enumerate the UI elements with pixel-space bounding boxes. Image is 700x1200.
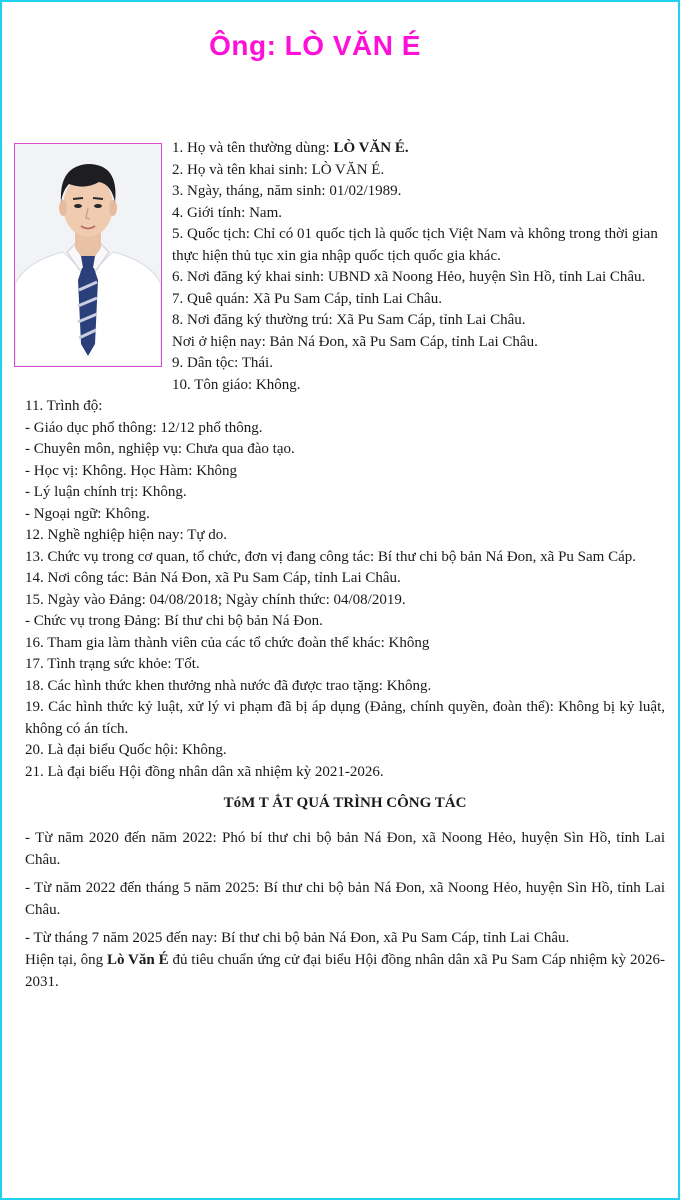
hometown-line: 7. Quê quán: Xã Pu Sam Cáp, tỉnh Lai Châu. xyxy=(172,290,442,307)
national-assembly-line: 20. Là đại biểu Quốc hội: Không. xyxy=(25,742,227,758)
birth-date-line: 3. Ngày, tháng, năm sinh: 01/02/1989. xyxy=(172,183,402,199)
career-item: - Từ năm 2020 đến năm 2022: Phó bí thư chi bộ bản Ná Đon, xã Noong Hẻo, huyện Sìn Hồ, tỉnh Lai Châu. xyxy=(25,829,665,868)
ethnicity-line: 9. Dân tộc: Thái. xyxy=(172,355,273,371)
career-item: - Từ năm 2022 đến tháng 5 năm 2025: Bí thư chi bộ bản Ná Đon, xã Noong Hẻo, huyện Sìn Hồ, tỉnh Lai Châu. xyxy=(25,879,665,918)
career-summary-heading: TóM T ẮT QUÁ TRÌNH CÔNG TÁC xyxy=(223,795,467,811)
birth-registration-line: 6. Nơi đăng ký khai sinh: UBND xã Noong Hẻo, huyện Sìn Hồ, tỉnh Lai Châu. xyxy=(172,269,646,285)
personal-info-list xyxy=(172,138,664,396)
full-name-label: 1. Họ và tên thường dùng: xyxy=(172,140,334,156)
workplace-line: 14. Nơi công tác: Bản Ná Đon, xã Pu Sam Cáp, tỉnh Lai Châu. xyxy=(25,570,401,586)
education-heading: 11. Trình độ: xyxy=(25,398,103,414)
permanent-residence-line: 8. Nơi đăng ký thường trú: Xã Pu Sam Cáp, tỉnh Lai Châu. xyxy=(172,312,526,328)
party-position-line: - Chức vụ trong Đảng: Bí thư chi bộ bản Ná Đon. xyxy=(25,613,323,629)
closing-prefix: Hiện tại, ông xyxy=(25,951,107,968)
awards-line: 18. Các hình thức khen thưởng nhà nước đã được trao tặng: Không. xyxy=(25,677,432,694)
occupation-line: 12. Nghề nghiệp hiện nay: Tự do. xyxy=(25,527,227,543)
organizations-line: 16. Tham gia làm thành viên của các tổ chức đoàn thể khác: Không xyxy=(25,634,430,651)
closing-suffix: đủ tiêu chuẩn ứng cử đại biểu Hội đồng nhân dân xã Pu Sam Cáp nhiệm kỳ 2026-2031. xyxy=(25,951,665,990)
gender-line: 4. Giới tính: Nam. xyxy=(172,204,283,221)
nationality-line: 5. Quốc tịch: Chỉ có 01 quốc tịch là quốc tịch Việt Nam và không trong thời gian thực hiện thủ tục xin gia nhập quốc tịch quốc gia khác. xyxy=(172,226,658,264)
professional-training-line: - Chuyên môn, nghiệp vụ: Chưa qua đào tạo. xyxy=(25,441,295,457)
closing-name: Lò Văn É xyxy=(106,951,169,968)
academic-degree-line: - Học vị: Không. Học Hàm: Không xyxy=(25,462,238,479)
career-summary xyxy=(25,827,665,993)
current-residence-line: Nơi ở hiện nay: Bản Ná Đon, xã Pu Sam Cáp, tỉnh Lai Châu. xyxy=(172,333,538,350)
foreign-language-line: - Ngoại ngữ: Không. xyxy=(25,505,150,522)
religion-line: 10. Tôn giáo: Không. xyxy=(172,376,301,393)
portrait-photo-icon xyxy=(14,143,162,367)
birth-name-line: 2. Họ và tên khai sinh: LÒ VĂN É. xyxy=(172,161,385,178)
general-education-line: - Giáo dục phổ thông: 12/12 phổ thông. xyxy=(25,419,263,436)
health-line: 17. Tình trạng sức khỏe: Tốt. xyxy=(25,656,200,672)
council-delegate-line: 21. Là đại biểu Hội đồng nhân dân xã nhiệm kỳ 2021-2026. xyxy=(25,763,384,780)
party-join-line: 15. Ngày vào Đảng: 04/08/2018; Ngày chính thức: 04/08/2019. xyxy=(25,591,406,608)
details-section xyxy=(25,396,665,993)
full-name-line xyxy=(172,138,664,160)
discipline-line: 19. Các hình thức kỷ luật, xử lý vi phạm đã bị áp dụng (Đảng, chính quyền, đoàn thể): Không bị kỷ luật, không có án tích. xyxy=(25,699,665,737)
closing-statement xyxy=(25,949,665,993)
page-title: Ông: LÒ VĂN É xyxy=(209,30,421,61)
political-theory-line: - Lý luận chính trị: Không. xyxy=(25,484,187,500)
career-item: - Từ tháng 7 năm 2025 đến nay: Bí thư chi bộ bản Ná Đon, xã Pu Sam Cáp, tỉnh Lai Châu. xyxy=(25,929,570,946)
full-name-value: LÒ VĂN É. xyxy=(333,140,409,156)
position-line: 13. Chức vụ trong cơ quan, tổ chức, đơn vị đang công tác: Bí thư chi bộ bản Ná Đon, xã Pu Sam Cáp. xyxy=(25,548,636,565)
